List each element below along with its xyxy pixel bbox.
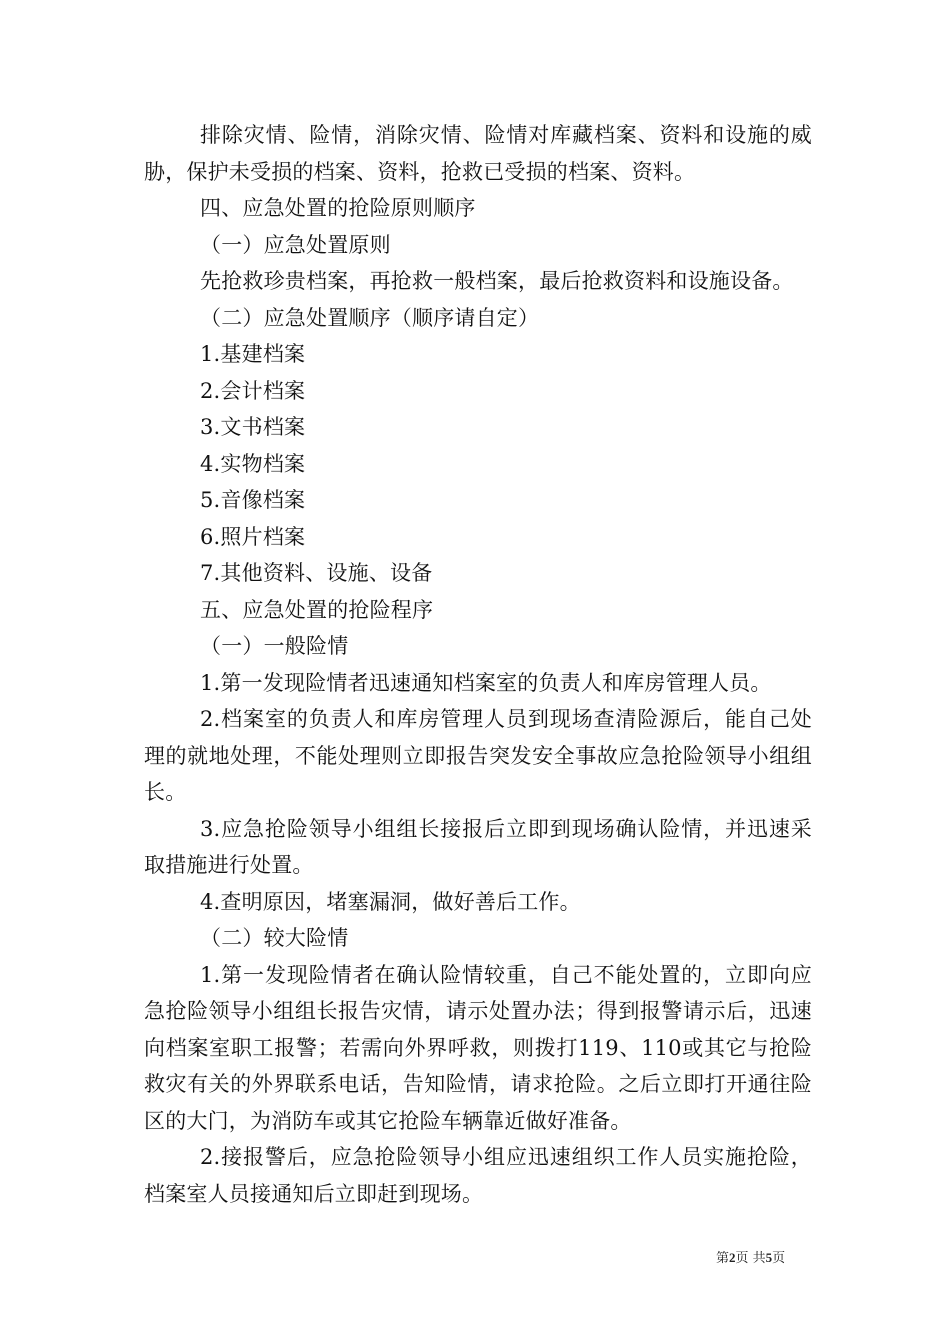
procedure-step: 1.第一发现险情者在确认险情较重，自己不能处置的，立即向应急抢险领导小组组长报告灾情，请示处置办法；得到报警请示后，迅速向档案室职工报警；若需向外界呼救，则拨打119、110或其它与抢险救灾有关的外界联系电话，告知险情，请求抢险。之后立即打开通往险区的大门，为消防车或其它抢险车辆靠近做好准备。 bbox=[144, 962, 812, 1133]
page-number-footer bbox=[716, 1247, 785, 1266]
subsection-heading-general: （一）一般险情 bbox=[200, 634, 349, 658]
section-heading-5: 五、应急处置的抢险程序 bbox=[200, 597, 434, 622]
list-item: 3.文书档案 bbox=[200, 415, 306, 439]
total-page-number: 5 bbox=[765, 1250, 773, 1265]
footer-suffix: 页 bbox=[772, 1251, 786, 1266]
list-item: 2.会计档案 bbox=[200, 378, 306, 403]
paragraph-disaster-removal: 排除灾情、险情，消除灾情、险情对库藏档案、资料和设施的威胁，保护未受损的档案、资料，抢救已受损的档案、资料。 bbox=[144, 123, 812, 184]
paragraph-principle: 先抢救珍贵档案，再抢救一般档案，最后抢救资料和设施设备。 bbox=[200, 269, 794, 293]
list-item: 5.音像档案 bbox=[200, 488, 306, 512]
list-item: 4.实物档案 bbox=[200, 451, 306, 476]
procedure-step: 1.第一发现险情者迅速通知档案室的负责人和库房管理人员。 bbox=[200, 670, 772, 695]
list-item: 6.照片档案 bbox=[200, 524, 306, 549]
current-page-number: 2 bbox=[729, 1250, 736, 1265]
document-body bbox=[144, 117, 812, 1212]
subsection-heading-principle: （一）应急处置原则 bbox=[200, 232, 391, 257]
footer-middle: 页 共 bbox=[735, 1251, 766, 1266]
procedure-step: 2.档案室的负责人和库房管理人员到现场查清险源后，能自己处理的就地处理，不能处理则立即报告突发安全事故应急抢险领导小组组长。 bbox=[144, 707, 812, 804]
list-item: 7.其他资料、设施、设备 bbox=[200, 561, 433, 585]
procedure-step: 2.接报警后，应急抢险领导小组应迅速组织工作人员实施抢险，档案室人员接通知后立即赶到现场。 bbox=[144, 1145, 812, 1206]
footer-prefix: 第 bbox=[716, 1251, 730, 1266]
procedure-step: 4.查明原因，堵塞漏洞，做好善后工作。 bbox=[200, 889, 581, 914]
subsection-heading-order: （二）应急处置顺序（顺序请自定） bbox=[200, 305, 540, 330]
subsection-heading-major: （二）较大险情 bbox=[200, 926, 349, 950]
section-heading-4: 四、应急处置的抢险原则顺序 bbox=[200, 196, 476, 220]
list-item: 1.基建档案 bbox=[200, 342, 306, 366]
procedure-step: 3.应急抢险领导小组组长接报后立即到现场确认险情，并迅速采取措施进行处置。 bbox=[144, 816, 812, 877]
